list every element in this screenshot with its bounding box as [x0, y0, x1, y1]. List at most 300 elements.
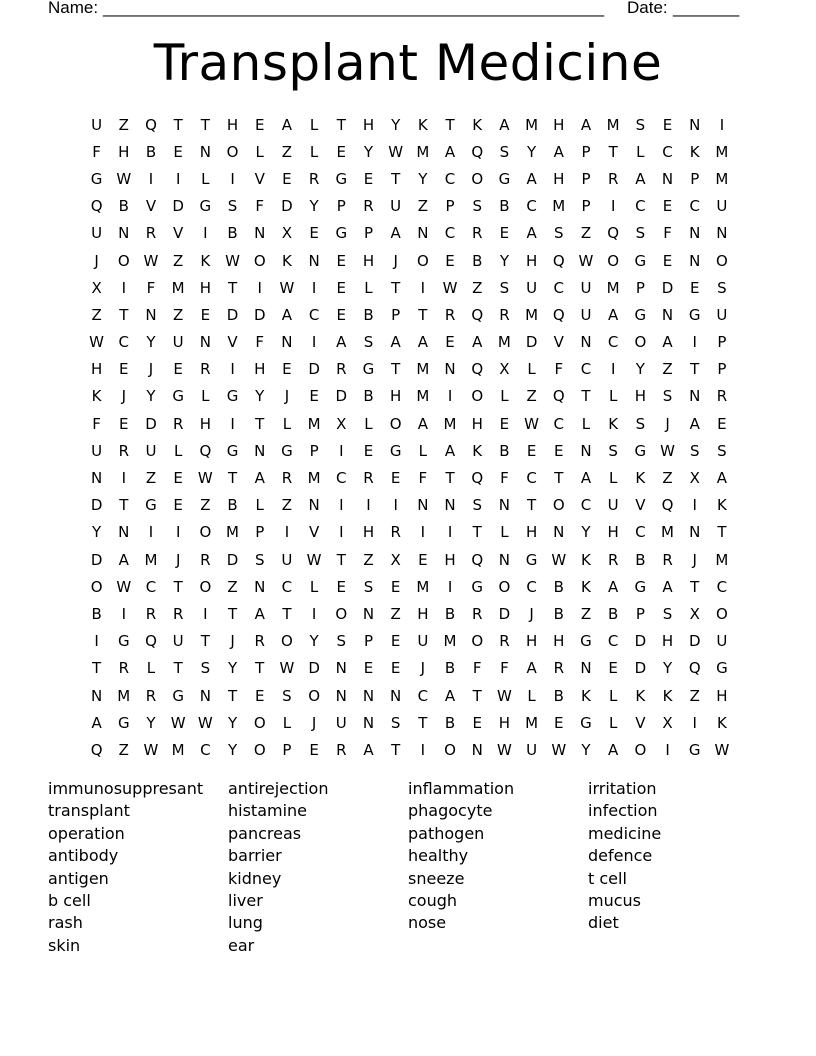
grid-letter[interactable]: N — [689, 115, 701, 134]
grid-letter[interactable]: E — [554, 713, 564, 732]
grid-letter[interactable]: N — [308, 496, 320, 515]
grid-letter[interactable]: I — [121, 278, 126, 297]
grid-letter[interactable]: M — [307, 414, 321, 433]
grid-letter[interactable]: V — [308, 523, 320, 542]
grid-letter[interactable]: O — [90, 577, 103, 596]
grid-letter[interactable]: Q — [145, 632, 157, 651]
grid-letter[interactable]: Z — [200, 496, 211, 515]
grid-letter[interactable]: M — [416, 360, 430, 379]
grid-letter[interactable]: E — [499, 414, 510, 433]
grid-letter[interactable]: C — [118, 333, 130, 352]
grid-letter[interactable]: B — [145, 142, 157, 161]
grid-letter[interactable]: S — [717, 441, 727, 460]
grid-letter[interactable]: N — [281, 333, 293, 352]
grid-letter[interactable]: A — [526, 169, 537, 188]
grid-letter[interactable]: N — [308, 251, 320, 270]
grid-letter[interactable]: I — [203, 604, 208, 623]
grid-letter[interactable]: N — [580, 333, 592, 352]
grid-letter[interactable]: O — [634, 333, 647, 352]
grid-letter[interactable]: U — [580, 305, 592, 324]
grid-letter[interactable]: I — [257, 278, 262, 297]
grid-letter[interactable]: L — [608, 686, 618, 705]
grid-letter[interactable]: M — [606, 115, 620, 134]
grid-letter[interactable]: U — [91, 224, 103, 243]
grid-letter[interactable]: I — [610, 197, 616, 216]
date-field[interactable]: _______ — [673, 0, 740, 17]
grid-letter[interactable]: D — [308, 360, 320, 379]
grid-letter[interactable]: A — [444, 686, 456, 705]
grid-letter[interactable]: H — [553, 115, 565, 134]
grid-letter[interactable]: G — [580, 713, 592, 732]
grid-letter[interactable]: P — [635, 604, 645, 623]
grid-letter[interactable]: Y — [635, 360, 645, 379]
grid-letter[interactable]: M — [443, 632, 457, 651]
grid-letter[interactable]: R — [336, 360, 347, 379]
grid-letter[interactable]: B — [444, 713, 456, 732]
grid-letter[interactable]: I — [665, 740, 670, 759]
grid-letter[interactable]: L — [500, 523, 509, 542]
grid-letter[interactable]: W — [89, 333, 105, 352]
grid-letter[interactable]: A — [608, 577, 619, 596]
grid-letter[interactable]: A — [417, 414, 428, 433]
grid-letter[interactable]: N — [444, 360, 456, 379]
grid-letter[interactable]: H — [471, 414, 483, 433]
grid-letter[interactable]: J — [311, 713, 317, 732]
grid-letter[interactable]: O — [607, 251, 620, 270]
grid-letter[interactable]: G — [634, 251, 647, 270]
grid-letter[interactable]: U — [580, 278, 592, 297]
grid-letter[interactable]: U — [716, 305, 728, 324]
grid-letter[interactable]: T — [119, 305, 129, 324]
grid-letter[interactable]: Z — [227, 577, 238, 596]
grid-letter[interactable]: A — [390, 224, 401, 243]
grid-letter[interactable]: I — [393, 496, 398, 515]
grid-letter[interactable]: O — [716, 604, 728, 623]
grid-letter[interactable]: D — [688, 632, 701, 651]
grid-letter[interactable]: W — [116, 577, 132, 596]
grid-letter[interactable]: Q — [471, 550, 484, 569]
grid-letter[interactable]: Y — [146, 713, 156, 732]
grid-letter[interactable]: N — [417, 224, 429, 243]
grid-letter[interactable]: C — [444, 169, 456, 188]
grid-letter[interactable]: H — [226, 115, 239, 134]
grid-letter[interactable]: Z — [689, 686, 700, 705]
grid-letter[interactable]: N — [689, 251, 701, 270]
grid-letter[interactable]: S — [499, 142, 510, 161]
grid-letter[interactable]: R — [172, 414, 184, 433]
grid-letter[interactable]: B — [91, 604, 102, 623]
grid-letter[interactable]: G — [172, 686, 184, 705]
grid-letter[interactable]: N — [417, 496, 429, 515]
grid-letter[interactable]: Z — [472, 278, 483, 297]
grid-letter[interactable]: N — [254, 224, 266, 243]
grid-letter[interactable]: R — [281, 469, 293, 488]
grid-letter[interactable]: M — [226, 523, 239, 542]
grid-letter[interactable]: T — [472, 686, 482, 705]
grid-letter[interactable]: L — [282, 713, 292, 732]
grid-letter[interactable]: T — [227, 604, 238, 623]
grid-letter[interactable]: Q — [471, 469, 484, 488]
grid-letter[interactable]: X — [499, 360, 510, 379]
grid-letter[interactable]: O — [199, 577, 212, 596]
grid-letter[interactable]: O — [444, 740, 456, 759]
grid-letter[interactable]: R — [145, 224, 157, 243]
grid-letter[interactable]: U — [716, 632, 728, 651]
grid-letter[interactable]: I — [692, 713, 697, 732]
grid-letter[interactable]: I — [284, 523, 290, 542]
grid-letter[interactable]: G — [525, 550, 538, 569]
grid-letter[interactable]: G — [634, 305, 647, 324]
grid-letter[interactable]: H — [417, 604, 429, 623]
grid-letter[interactable]: L — [255, 496, 264, 515]
grid-letter[interactable]: Z — [281, 496, 293, 515]
grid-letter[interactable]: N — [471, 740, 483, 759]
grid-letter[interactable]: Y — [146, 333, 156, 352]
grid-letter[interactable]: A — [608, 740, 619, 759]
grid-letter[interactable]: A — [363, 740, 374, 759]
grid-letter[interactable]: I — [175, 523, 181, 542]
grid-letter[interactable]: K — [662, 686, 673, 705]
grid-letter[interactable]: A — [254, 604, 265, 623]
grid-letter[interactable]: B — [635, 550, 646, 569]
grid-letter[interactable]: N — [689, 387, 701, 406]
grid-letter[interactable]: K — [689, 142, 700, 161]
grid-letter[interactable]: E — [554, 441, 564, 460]
grid-letter[interactable]: E — [445, 333, 455, 352]
grid-letter[interactable]: R — [716, 387, 728, 406]
grid-letter[interactable]: N — [390, 686, 402, 705]
grid-letter[interactable]: I — [148, 523, 154, 542]
grid-letter[interactable]: Z — [173, 251, 184, 270]
grid-letter[interactable]: M — [525, 305, 539, 324]
grid-letter[interactable]: C — [553, 278, 565, 297]
grid-letter[interactable]: F — [472, 659, 482, 678]
grid-letter[interactable]: D — [226, 550, 239, 569]
grid-letter[interactable]: D — [335, 387, 348, 406]
grid-letter[interactable]: R — [444, 305, 456, 324]
grid-letter[interactable]: P — [445, 197, 455, 216]
grid-letter[interactable]: I — [148, 169, 154, 188]
grid-letter[interactable]: Z — [91, 305, 102, 324]
grid-letter[interactable]: W — [388, 142, 404, 161]
grid-letter[interactable]: S — [227, 197, 238, 216]
grid-letter[interactable]: C — [308, 305, 320, 324]
grid-letter[interactable]: R — [499, 305, 510, 324]
grid-letter[interactable]: L — [527, 360, 536, 379]
grid-letter[interactable]: O — [335, 604, 348, 623]
grid-letter[interactable]: P — [255, 523, 265, 542]
grid-letter[interactable]: Z — [145, 469, 157, 488]
grid-letter[interactable]: E — [200, 305, 211, 324]
grid-letter[interactable]: E — [336, 142, 347, 161]
grid-letter[interactable]: J — [529, 604, 534, 623]
grid-letter[interactable]: K — [608, 414, 619, 433]
grid-letter[interactable]: Z — [580, 604, 592, 623]
name-field[interactable]: _____________________________________________________ — [103, 0, 605, 17]
grid-letter[interactable]: H — [634, 387, 646, 406]
grid-letter[interactable]: T — [336, 550, 346, 569]
grid-letter[interactable]: T — [336, 115, 346, 134]
grid-letter[interactable]: W — [116, 169, 132, 188]
grid-letter[interactable]: Y — [581, 740, 591, 759]
grid-letter[interactable]: A — [417, 333, 428, 352]
grid-letter[interactable]: I — [447, 577, 453, 596]
grid-letter[interactable]: S — [200, 659, 211, 678]
grid-letter[interactable]: E — [418, 550, 428, 569]
grid-letter[interactable]: Q — [199, 441, 212, 460]
grid-letter[interactable]: K — [472, 441, 483, 460]
grid-letter[interactable]: I — [447, 387, 453, 406]
grid-letter[interactable]: A — [580, 469, 592, 488]
grid-letter[interactable]: M — [416, 577, 430, 596]
grid-letter[interactable]: E — [336, 251, 347, 270]
grid-letter[interactable]: Y — [227, 740, 238, 759]
grid-letter[interactable]: G — [90, 169, 103, 188]
grid-letter[interactable]: T — [227, 278, 238, 297]
grid-letter[interactable]: I — [692, 496, 697, 515]
grid-letter[interactable]: G — [226, 387, 239, 406]
grid-letter[interactable]: H — [390, 387, 402, 406]
grid-letter[interactable]: H — [553, 169, 565, 188]
grid-letter[interactable]: P — [309, 441, 319, 460]
grid-letter[interactable]: P — [363, 632, 373, 651]
grid-letter[interactable]: T — [717, 523, 727, 542]
grid-letter[interactable]: J — [230, 632, 235, 651]
grid-letter[interactable]: B — [227, 224, 238, 243]
grid-letter[interactable]: X — [336, 414, 347, 433]
grid-letter[interactable]: E — [254, 115, 265, 134]
grid-letter[interactable]: I — [121, 469, 126, 488]
grid-letter[interactable]: L — [173, 441, 183, 460]
grid-letter[interactable]: L — [255, 142, 264, 161]
grid-letter[interactable]: E — [119, 414, 129, 433]
grid-letter[interactable]: T — [445, 115, 455, 134]
grid-letter[interactable]: E — [526, 441, 537, 460]
grid-letter[interactable]: N — [580, 659, 592, 678]
grid-letter[interactable]: D — [661, 278, 674, 297]
grid-letter[interactable]: N — [689, 523, 701, 542]
grid-letter[interactable]: M — [497, 333, 511, 352]
grid-letter[interactable]: B — [118, 197, 129, 216]
grid-letter[interactable]: H — [525, 523, 538, 542]
grid-letter[interactable]: F — [255, 333, 265, 352]
grid-letter[interactable]: Q — [90, 197, 103, 216]
grid-letter[interactable]: B — [553, 577, 564, 596]
grid-letter[interactable]: W — [279, 659, 295, 678]
grid-letter[interactable]: X — [689, 604, 700, 623]
grid-letter[interactable]: E — [173, 469, 183, 488]
grid-letter[interactable]: R — [118, 659, 129, 678]
grid-letter[interactable]: H — [661, 632, 674, 651]
grid-letter[interactable]: C — [526, 197, 537, 216]
grid-letter[interactable]: T — [391, 169, 401, 188]
grid-letter[interactable]: U — [390, 197, 402, 216]
grid-letter[interactable]: T — [227, 469, 238, 488]
grid-letter[interactable]: Z — [363, 550, 374, 569]
grid-letter[interactable]: J — [121, 387, 126, 406]
grid-letter[interactable]: L — [608, 469, 618, 488]
grid-letter[interactable]: N — [199, 686, 211, 705]
grid-letter[interactable]: S — [662, 604, 673, 623]
grid-letter[interactable]: B — [227, 496, 238, 515]
grid-letter[interactable]: G — [716, 659, 728, 678]
grid-letter[interactable]: R — [145, 604, 157, 623]
grid-letter[interactable]: K — [581, 577, 591, 596]
grid-letter[interactable]: N — [716, 224, 728, 243]
grid-letter[interactable]: I — [203, 224, 208, 243]
grid-letter[interactable]: H — [90, 360, 103, 379]
grid-letter[interactable]: P — [690, 169, 700, 188]
grid-letter[interactable]: H — [199, 278, 211, 297]
grid-letter[interactable]: E — [662, 115, 673, 134]
grid-letter[interactable]: A — [472, 333, 483, 352]
grid-letter[interactable]: P — [635, 278, 645, 297]
grid-letter[interactable]: O — [498, 577, 511, 596]
grid-letter[interactable]: Y — [391, 115, 401, 134]
grid-letter[interactable]: G — [634, 577, 647, 596]
grid-letter[interactable]: I — [366, 496, 371, 515]
grid-letter[interactable]: C — [281, 577, 293, 596]
grid-letter[interactable]: O — [552, 496, 565, 515]
grid-letter[interactable]: V — [227, 333, 238, 352]
grid-letter[interactable]: I — [692, 333, 697, 352]
grid-letter[interactable]: I — [311, 333, 317, 352]
grid-letter[interactable]: H — [118, 142, 130, 161]
grid-letter[interactable]: L — [364, 278, 373, 297]
grid-letter[interactable]: Q — [688, 659, 701, 678]
grid-letter[interactable]: G — [281, 441, 293, 460]
grid-letter[interactable]: F — [554, 360, 564, 379]
grid-letter[interactable]: Y — [227, 659, 238, 678]
grid-letter[interactable]: K — [417, 115, 428, 134]
grid-letter[interactable]: Y — [499, 251, 509, 270]
grid-letter[interactable]: T — [690, 360, 700, 379]
grid-letter[interactable]: J — [692, 550, 697, 569]
grid-letter[interactable]: A — [281, 115, 293, 134]
grid-letter[interactable]: W — [279, 278, 295, 297]
grid-letter[interactable]: B — [499, 441, 510, 460]
grid-letter[interactable]: H — [199, 414, 211, 433]
grid-letter[interactable]: T — [119, 496, 129, 515]
grid-letter[interactable]: Z — [173, 305, 184, 324]
grid-letter[interactable]: U — [716, 197, 728, 216]
grid-letter[interactable]: M — [307, 469, 321, 488]
grid-letter[interactable]: Y — [363, 142, 374, 161]
grid-letter[interactable]: Q — [552, 387, 565, 406]
grid-letter[interactable]: T — [527, 496, 537, 515]
grid-letter[interactable]: Y — [227, 713, 238, 732]
grid-letter[interactable]: E — [390, 659, 401, 678]
grid-letter[interactable]: C — [553, 414, 565, 433]
grid-letter[interactable]: E — [689, 278, 700, 297]
grid-letter[interactable]: O — [253, 251, 266, 270]
grid-letter[interactable]: M — [416, 142, 430, 161]
grid-letter[interactable]: M — [525, 115, 539, 134]
grid-letter[interactable]: V — [553, 333, 564, 352]
grid-letter[interactable]: N — [145, 305, 157, 324]
grid-letter[interactable]: R — [200, 550, 211, 569]
grid-letter[interactable]: V — [173, 224, 184, 243]
grid-letter[interactable]: E — [472, 713, 482, 732]
grid-letter[interactable]: S — [282, 686, 292, 705]
grid-letter[interactable]: E — [390, 632, 401, 651]
grid-letter[interactable]: K — [635, 469, 646, 488]
grid-letter[interactable]: L — [527, 686, 536, 705]
grid-letter[interactable]: I — [339, 496, 344, 515]
grid-letter[interactable]: C — [662, 142, 673, 161]
grid-letter[interactable]: Y — [146, 387, 156, 406]
grid-letter[interactable]: I — [339, 523, 344, 542]
grid-letter[interactable]: L — [581, 414, 591, 433]
grid-letter[interactable]: Y — [581, 523, 591, 542]
grid-letter[interactable]: N — [362, 604, 375, 623]
grid-letter[interactable]: E — [309, 387, 319, 406]
grid-letter[interactable]: S — [689, 441, 700, 460]
grid-letter[interactable]: W — [306, 550, 322, 569]
grid-letter[interactable]: A — [662, 577, 673, 596]
grid-letter[interactable]: X — [662, 713, 673, 732]
grid-letter[interactable]: R — [472, 604, 483, 623]
grid-letter[interactable]: Z — [390, 604, 401, 623]
grid-letter[interactable]: N — [90, 686, 103, 705]
grid-letter[interactable]: E — [309, 224, 319, 243]
grid-letter[interactable]: V — [635, 713, 646, 732]
grid-letter[interactable]: C — [580, 360, 592, 379]
grid-letter[interactable]: U — [91, 441, 103, 460]
grid-letter[interactable]: I — [610, 360, 616, 379]
grid-letter[interactable]: N — [661, 305, 674, 324]
grid-letter[interactable]: C — [145, 577, 157, 596]
grid-letter[interactable]: O — [253, 740, 266, 759]
grid-letter[interactable]: F — [92, 414, 101, 433]
grid-letter[interactable]: E — [363, 169, 374, 188]
grid-letter[interactable]: V — [254, 169, 265, 188]
grid-letter[interactable]: Y — [309, 632, 319, 651]
grid-letter[interactable]: T — [690, 577, 700, 596]
grid-letter[interactable]: Q — [471, 142, 484, 161]
grid-letter[interactable]: I — [311, 278, 317, 297]
grid-letter[interactable]: F — [146, 278, 156, 297]
grid-letter[interactable]: Q — [607, 224, 620, 243]
grid-letter[interactable]: U — [607, 496, 619, 515]
grid-letter[interactable]: U — [172, 632, 184, 651]
grid-letter[interactable]: X — [689, 469, 700, 488]
grid-letter[interactable]: R — [363, 197, 374, 216]
grid-letter[interactable]: H — [525, 251, 538, 270]
grid-letter[interactable]: H — [716, 686, 728, 705]
grid-letter[interactable]: S — [608, 441, 618, 460]
grid-letter[interactable]: E — [173, 142, 183, 161]
grid-letter[interactable]: K — [581, 550, 591, 569]
grid-letter[interactable]: X — [281, 224, 293, 243]
grid-letter[interactable]: H — [444, 550, 456, 569]
grid-letter[interactable]: K — [581, 686, 591, 705]
grid-letter[interactable]: W — [524, 414, 540, 433]
grid-letter[interactable]: A — [499, 115, 510, 134]
grid-letter[interactable]: Q — [90, 740, 103, 759]
grid-letter[interactable]: H — [362, 251, 375, 270]
grid-letter[interactable]: I — [339, 441, 344, 460]
grid-letter[interactable]: E — [390, 577, 401, 596]
grid-letter[interactable]: F — [418, 469, 428, 488]
grid-letter[interactable]: O — [253, 713, 266, 732]
grid-letter[interactable]: S — [554, 224, 564, 243]
grid-letter[interactable]: F — [255, 197, 265, 216]
grid-letter[interactable]: A — [553, 142, 564, 161]
grid-letter[interactable]: V — [145, 197, 157, 216]
grid-letter[interactable]: O — [471, 387, 484, 406]
grid-letter[interactable]: A — [689, 414, 700, 433]
